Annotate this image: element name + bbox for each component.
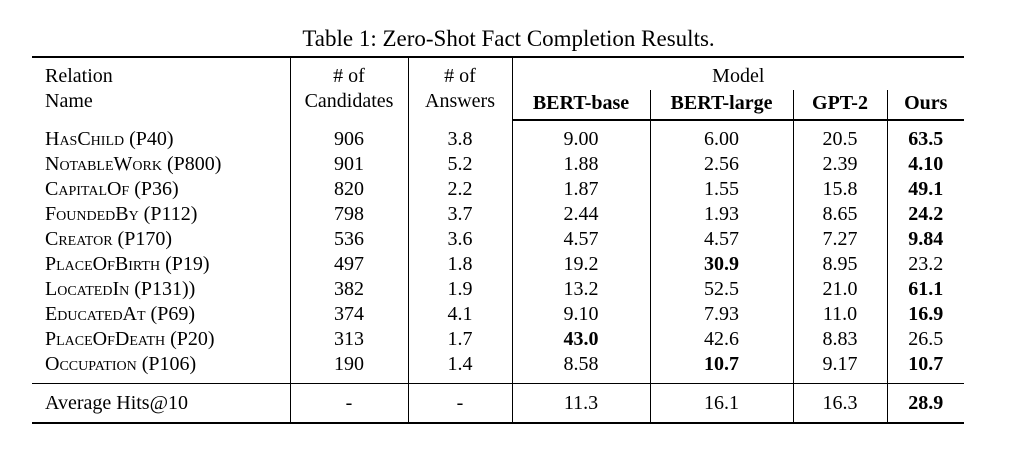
table-row: [32, 327, 964, 352]
cell-answers: 5.2: [408, 152, 512, 177]
table-row: [32, 302, 964, 327]
average-bert-large: 16.1: [650, 384, 793, 424]
table-row: [32, 120, 964, 152]
cell-bert-large: 30.9: [650, 252, 793, 277]
header-candidates: [290, 57, 408, 120]
cell-answers: 1.8: [408, 252, 512, 277]
average-gpt2: 16.3: [793, 384, 887, 424]
cell-ours: 49.1: [908, 178, 944, 200]
cell-relation: NotableWork (P800): [32, 152, 290, 177]
cell-relation: EducatedAt (P69): [32, 302, 290, 327]
cell-answers: 4.1: [408, 302, 512, 327]
average-ours: 28.9: [887, 384, 964, 424]
cell-candidates: 313: [290, 327, 408, 352]
cell-candidates: 536: [290, 227, 408, 252]
cell-candidates: 190: [290, 352, 408, 384]
cell-candidates: 820: [290, 177, 408, 202]
cell-gpt2: 8.65: [793, 202, 887, 227]
cell-answers: 2.2: [408, 177, 512, 202]
average-bert-base: 11.3: [512, 384, 650, 424]
cell-answers: 1.7: [408, 327, 512, 352]
header-answers-line1: # of: [444, 65, 476, 87]
cell-bert-large: 1.55: [650, 177, 793, 202]
cell-bert-base: 43.0: [512, 327, 650, 352]
cell-candidates: 374: [290, 302, 408, 327]
average-row: [32, 384, 964, 424]
table-body: [32, 120, 964, 384]
cell-bert-large: 10.7: [650, 352, 793, 384]
cell-relation: Occupation (P106): [32, 352, 290, 384]
cell-bert-large: 7.93: [650, 302, 793, 327]
header-answers-line2: Answers: [425, 90, 495, 112]
cell-candidates: 382: [290, 277, 408, 302]
cell-bert-base: 13.2: [512, 277, 650, 302]
cell-answers: 3.7: [408, 202, 512, 227]
cell-ours: 63.5: [908, 128, 944, 150]
table-row: [32, 152, 964, 177]
cell-gpt2: 2.39: [793, 152, 887, 177]
table-row: [32, 352, 964, 384]
cell-gpt2: 20.5: [793, 120, 887, 152]
header-ours: Ours: [887, 90, 964, 120]
table-header: [32, 57, 964, 120]
cell-gpt2: 9.17: [793, 352, 887, 384]
header-bert-base: BERT-base: [512, 90, 650, 120]
cell-bert-base: 1.87: [512, 177, 650, 202]
header-relation-line1: Relation: [45, 65, 113, 87]
cell-ours: 26.5: [908, 328, 944, 350]
header-model: Model: [512, 57, 964, 90]
average-answers: -: [408, 384, 512, 424]
cell-relation: FoundedBy (P112): [32, 202, 290, 227]
cell-bert-base: 1.88: [512, 152, 650, 177]
table-row: [32, 227, 964, 252]
cell-answers: 1.9: [408, 277, 512, 302]
cell-candidates: 906: [290, 120, 408, 152]
header-answers: [408, 57, 512, 120]
cell-gpt2: 8.95: [793, 252, 887, 277]
table-row: [32, 277, 964, 302]
cell-relation: CapitalOf (P36): [32, 177, 290, 202]
cell-bert-large: 4.57: [650, 227, 793, 252]
cell-ours: 9.84: [908, 228, 944, 250]
header-candidates-line1: # of: [333, 65, 365, 87]
table-caption: Table 1: Zero-Shot Fact Completion Results.: [302, 26, 715, 51]
cell-candidates: 497: [290, 252, 408, 277]
results-table-container: [32, 56, 964, 424]
cell-candidates: 798: [290, 202, 408, 227]
cell-ours: 10.7: [887, 352, 964, 384]
cell-bert-large: 52.5: [650, 277, 793, 302]
cell-relation: PlaceOfDeath (P20): [32, 327, 290, 352]
cell-bert-base: 4.57: [512, 227, 650, 252]
cell-ours: 16.9: [908, 303, 944, 325]
cell-answers: 3.6: [408, 227, 512, 252]
cell-bert-base: 2.44: [512, 202, 650, 227]
cell-bert-large: 42.6: [650, 327, 793, 352]
cell-ours: 24.2: [908, 203, 944, 225]
cell-gpt2: 21.0: [793, 277, 887, 302]
table-row: [32, 202, 964, 227]
cell-ours: 23.2: [908, 253, 944, 275]
header-gpt2: GPT-2: [793, 90, 887, 120]
cell-relation: PlaceOfBirth (P19): [32, 252, 290, 277]
cell-bert-base: 9.00: [512, 120, 650, 152]
cell-relation: LocatedIn (P131)): [32, 277, 290, 302]
cell-relation: HasChild (P40): [32, 120, 290, 152]
cell-bert-large: 6.00: [650, 120, 793, 152]
average-label: Average Hits@10: [32, 384, 290, 424]
header-bert-large: BERT-large: [650, 90, 793, 120]
table-row: [32, 177, 964, 202]
cell-gpt2: 15.8: [793, 177, 887, 202]
table-row: [32, 252, 964, 277]
cell-bert-base: 19.2: [512, 252, 650, 277]
cell-bert-base: 9.10: [512, 302, 650, 327]
table-average: [32, 384, 964, 424]
average-candidates: -: [290, 384, 408, 424]
cell-bert-base: 8.58: [512, 352, 650, 384]
cell-candidates: 901: [290, 152, 408, 177]
cell-gpt2: 7.27: [793, 227, 887, 252]
header-candidates-line2: Candidates: [304, 90, 394, 112]
cell-ours: 4.10: [908, 153, 944, 175]
cell-gpt2: 8.83: [793, 327, 887, 352]
cell-answers: 1.4: [408, 352, 512, 384]
results-table: [32, 56, 964, 424]
cell-bert-large: 1.93: [650, 202, 793, 227]
cell-gpt2: 11.0: [793, 302, 887, 327]
cell-relation: Creator (P170): [32, 227, 290, 252]
header-relation-line2: Name: [45, 90, 93, 112]
cell-ours: 61.1: [908, 278, 944, 300]
cell-bert-large: 2.56: [650, 152, 793, 177]
header-relation-name: [32, 57, 290, 120]
cell-answers: 3.8: [408, 120, 512, 152]
